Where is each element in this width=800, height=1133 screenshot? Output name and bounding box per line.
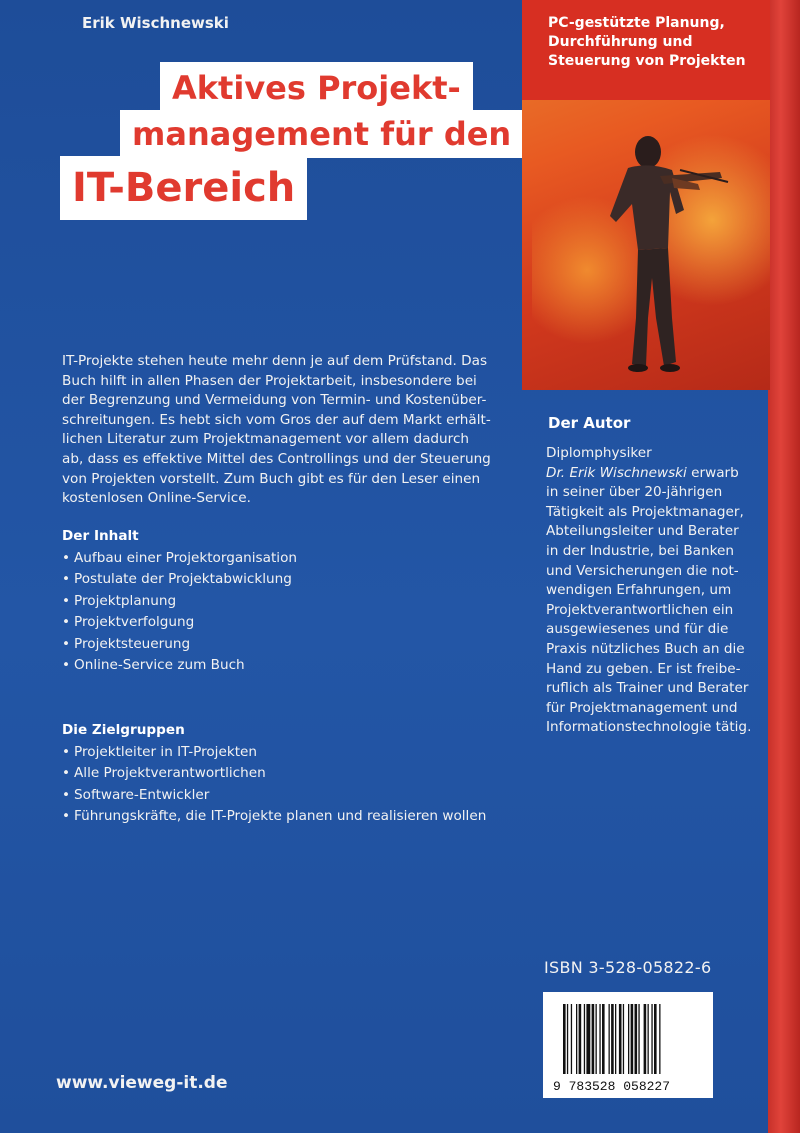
tagline [548, 14, 746, 71]
list-item: • Führungskräfte, die IT-Projekte planen und realisieren wollen [62, 806, 486, 827]
autor-line: und Versicherungen die not- [546, 562, 739, 579]
title-line-1: Aktives Projekt- [160, 62, 473, 112]
autor-bio [546, 444, 761, 738]
zielgruppen-heading: Die Zielgruppen [62, 722, 185, 738]
book-title [60, 62, 512, 220]
intro-paragraph [62, 352, 524, 509]
list-item: • Projektleiter in IT-Projekten [62, 742, 486, 763]
autor-line: ruflich als Trainer und Berater [546, 680, 749, 697]
bullet-icon: • [62, 571, 71, 588]
barcode-bar [611, 1004, 614, 1074]
barcode-bar [609, 1004, 610, 1074]
barcode-bar [628, 1004, 629, 1074]
barcode-bar [563, 1004, 566, 1074]
violinist-silhouette-icon [580, 118, 730, 383]
intro-line: IT-Projekte stehen heute mehr denn je auf dem Prüfstand. Das [62, 353, 488, 369]
publisher-url: www.vieweg-it.de [56, 1073, 228, 1093]
autor-line: in seiner über 20-jährigen [546, 484, 723, 501]
autor-line: Projektverantwortlichen ein [546, 601, 734, 618]
autor-name-suffix: erwarb [686, 464, 739, 481]
barcode-bar [623, 1004, 624, 1074]
list-item: • Projektverfolgung [62, 612, 297, 633]
bullet-icon: • [62, 808, 71, 825]
barcode-number: 9 783528 058227 [553, 1079, 671, 1094]
tagline-line-3: Steuerung von Projekten [548, 53, 746, 69]
barcode-bar [651, 1004, 652, 1074]
barcode-bar [654, 1004, 657, 1074]
intro-line: von Projekten vorstellt. Zum Buch gibt es für den Leser einen [62, 470, 481, 487]
autor-line: für Projektmanagement und [546, 699, 738, 716]
barcode-bar [571, 1004, 572, 1074]
inhalt-heading: Der Inhalt [62, 528, 139, 544]
autor-line: Abteilungsleiter und Berater [546, 523, 739, 540]
barcode-bar [584, 1004, 585, 1074]
barcode-bar [638, 1004, 639, 1074]
barcode-bar [592, 1004, 595, 1074]
bullet-icon: • [62, 744, 71, 760]
autor-line: wendigen Erfahrungen, um [546, 582, 732, 599]
intro-line: kostenlosen Online-Service. [62, 490, 251, 507]
autor-line: ausgewiesenes und für die [546, 621, 729, 638]
list-item: • Online-Service zum Buch [62, 655, 297, 676]
barcode-bar [619, 1004, 622, 1074]
tagline-line-1: PC-gestützte Planung, [548, 15, 725, 31]
barcode-bar [596, 1004, 597, 1074]
bullet-icon: • [62, 786, 71, 803]
autor-line: Tätigkeit als Projektmanager, [546, 503, 744, 520]
tagline-line-2: Durchführung und [548, 34, 693, 50]
author-name-top: Erik Wischnewski [82, 14, 229, 32]
barcode-bar [659, 1004, 660, 1074]
intro-line: schreitungen. Es hebt sich vom Gros der auf dem Markt erhält- [62, 411, 491, 428]
cover-photo [522, 0, 770, 390]
inhalt-list [62, 548, 297, 676]
list-item: • Aufbau einer Projektorganisation [62, 548, 297, 569]
intro-line: Buch hilft in allen Phasen der Projektarbeit, insbesondere bei [62, 372, 477, 389]
intro-line: lichen Literatur zum Projektmanagement vor allem dadurch [62, 431, 470, 448]
zielgruppen-list [62, 742, 486, 828]
list-item: • Postulate der Projektabwicklung [62, 569, 297, 590]
isbn: ISBN 3-528-05822-6 [544, 958, 712, 977]
autor-name: Dr. Erik Wischnewski [546, 464, 687, 481]
intro-line: der Begrenzung und Vermeidung von Termin- und Kostenüber- [62, 392, 487, 409]
barcode-bar [586, 1004, 590, 1074]
cover-spine-edge [768, 0, 800, 1133]
bullet-icon: • [62, 635, 71, 652]
barcode-icon [551, 1004, 705, 1094]
barcode [543, 992, 713, 1098]
bullet-icon: • [62, 614, 71, 631]
barcode-bar [644, 1004, 647, 1074]
title-line-2: management für den [120, 110, 523, 158]
bullet-icon: • [62, 765, 71, 782]
autor-line: Diplomphysiker [546, 445, 652, 461]
list-item: • Projektsteuerung [62, 634, 297, 655]
autor-name-line [546, 464, 761, 484]
list-item: • Alle Projektverantwortlichen [62, 763, 486, 784]
bullet-icon: • [62, 550, 71, 566]
bullet-icon: • [62, 592, 71, 609]
barcode-bar [579, 1004, 582, 1074]
barcode-bar [576, 1004, 577, 1074]
barcode-bar [615, 1004, 616, 1074]
barcode-bar [648, 1004, 649, 1074]
autor-line: Hand zu geben. Er ist freibe- [546, 660, 741, 677]
autor-line: Informationstechnologie tätig. [546, 719, 752, 736]
bullet-icon: • [62, 657, 71, 674]
autor-line: in der Industrie, bei Banken [546, 542, 734, 559]
barcode-bar [631, 1004, 634, 1074]
barcode-bar [599, 1004, 600, 1074]
autor-heading: Der Autor [548, 414, 631, 432]
list-item: • Software-Entwickler [62, 785, 486, 806]
title-line-3: IT-Bereich [60, 156, 307, 220]
list-item: • Projektplanung [62, 591, 297, 612]
barcode-bar [635, 1004, 638, 1074]
barcode-bar [567, 1004, 568, 1074]
autor-line: Praxis nützliches Buch an die [546, 640, 745, 657]
intro-line: ab, dass es effektive Mittel des Controllings und der Steuerung [62, 450, 491, 467]
barcode-bar [602, 1004, 605, 1074]
